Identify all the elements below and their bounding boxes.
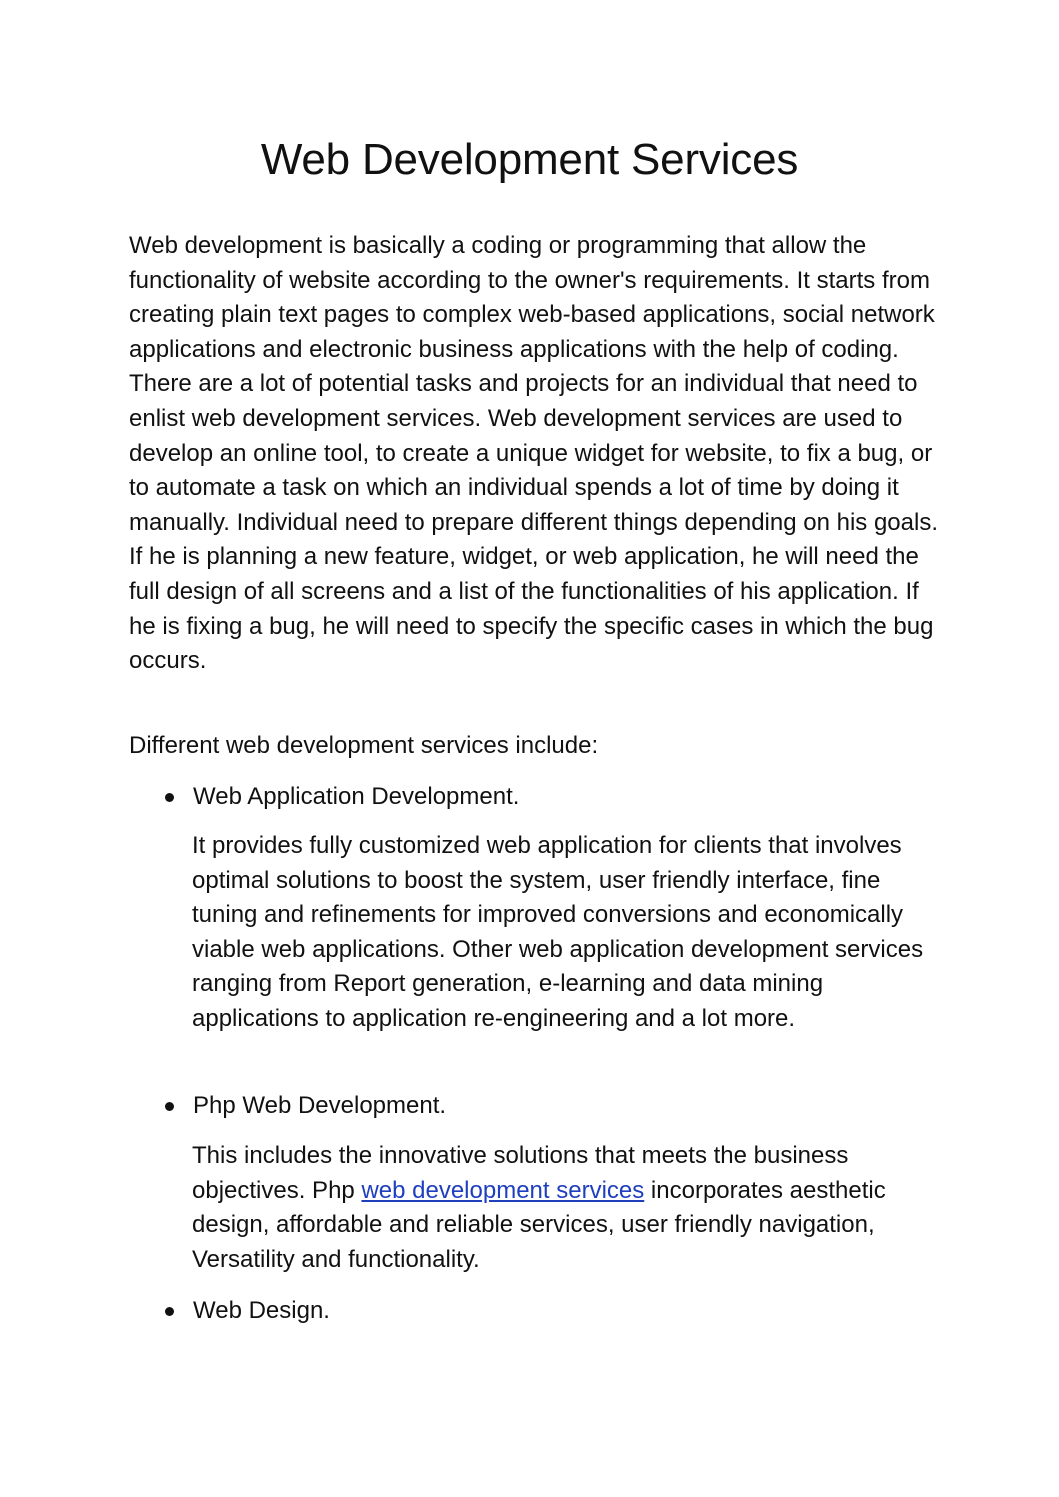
service-label: Php Web Development.: [193, 1092, 447, 1119]
page-title: Web Development Services: [260, 135, 799, 184]
services-list-intro: Different web development services include:: [129, 732, 599, 759]
bullet-icon: [165, 793, 174, 802]
intro-paragraph: Web development is basically a coding or programming that allow the functionality of website according to the owner's requirements. It starts from creating plain text pages to complex web-based applications, social network applications and electronic business applications with the help of coding. There are a lot of potential tasks and projects for an individual that need to enlist web development services. Web development services are used to develop an online tool, to create a unique widget for website, to fix a bug, or to automate a task on which an individual spends a lot of time by doing it manually. Individual need to prepare different things depending on his goals. If he is planning a new feature, widget, or web application, he will need the full design of all screens and a list of the functionalities of his application. If he is fixing a bug, he will need to specify the specific cases in which the bug occurs.: [129, 232, 939, 675]
bullet-icon: [165, 1102, 174, 1111]
php-web-development-description: [192, 1139, 952, 1277]
description-text-after-link: incorporates aesthetic design, affordable and reliable services, user friendly navigation, Versatility and functionality.: [192, 1176, 886, 1273]
bullet-icon: [165, 1307, 174, 1316]
service-label: Web Design.: [193, 1297, 330, 1324]
service-label: Web Application Development.: [193, 783, 520, 810]
web-development-services-link[interactable]: web development services: [361, 1176, 645, 1204]
description-text-before-link: This includes the innovative solutions that meets the business objectives. Php: [192, 1142, 849, 1204]
web-application-description: It provides fully customized web application for clients that involves optimal solutions to boost the system, user friendly interface, fine tuning and refinements for improved conversions and economically viable web applications. Other web application development services ranging from Report generation, e-learning and data mining applications to application re-engineering and a lot more.: [192, 832, 924, 1032]
